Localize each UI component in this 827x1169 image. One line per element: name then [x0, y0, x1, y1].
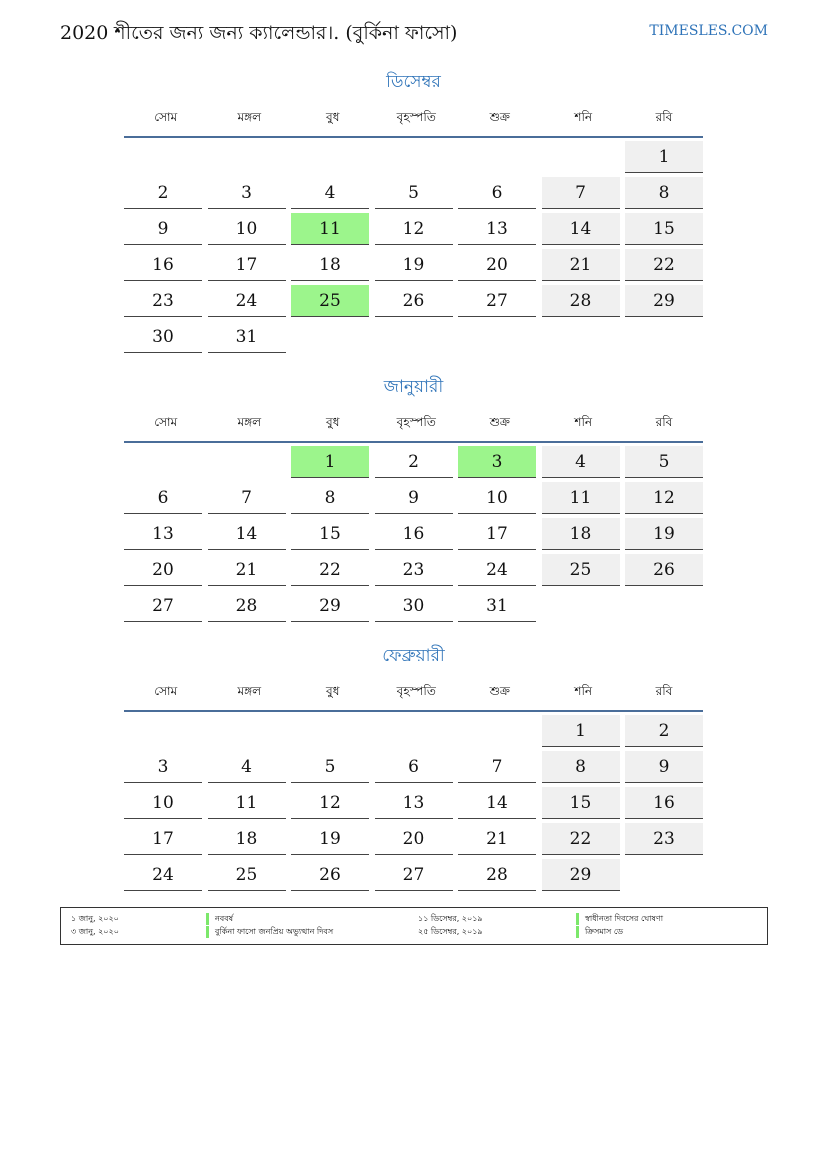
weekday-label: মঙ্গল — [237, 110, 262, 124]
legend-holiday-name: নববর্ষ — [206, 913, 233, 925]
day-cell[interactable]: 6 — [124, 482, 202, 514]
day-cell[interactable]: 24 — [208, 285, 286, 317]
day-cell[interactable]: 26 — [375, 285, 453, 317]
month-title: ডিসেম্বর — [386, 72, 441, 92]
weekday-label: রবি — [655, 415, 673, 429]
day-cell[interactable]: 3 — [124, 751, 202, 783]
day-cell[interactable]: 8 — [291, 482, 369, 514]
day-cell[interactable]: 22 — [542, 823, 620, 855]
legend-holiday-name: ক্রিসমাস ডে — [576, 926, 623, 938]
day-cell[interactable]: 24 — [458, 554, 536, 586]
day-cell[interactable]: 4 — [291, 177, 369, 209]
day-cell[interactable]: 14 — [542, 213, 620, 245]
day-cell[interactable]: 6 — [375, 751, 453, 783]
day-cell[interactable]: 7 — [458, 751, 536, 783]
weekday-label: মঙ্গল — [237, 415, 262, 429]
weekday-label: রবি — [655, 684, 673, 698]
day-cell[interactable]: 18 — [291, 249, 369, 281]
day-cell[interactable]: 14 — [208, 518, 286, 550]
day-cell[interactable]: 23 — [625, 823, 703, 855]
day-cell[interactable]: 1 — [542, 715, 620, 747]
day-cell[interactable]: 18 — [208, 823, 286, 855]
day-grid — [124, 446, 703, 626]
weekday-label: বুধ — [326, 110, 340, 124]
day-cell[interactable]: 5 — [291, 751, 369, 783]
day-cell[interactable]: 15 — [625, 213, 703, 245]
weekday-label: শুক্র — [489, 684, 510, 698]
day-cell[interactable]: 22 — [291, 554, 369, 586]
day-cell[interactable]: 21 — [208, 554, 286, 586]
day-cell[interactable]: 27 — [458, 285, 536, 317]
day-cell[interactable]: 2 — [375, 446, 453, 478]
site-link[interactable]: TIMESLES.COM — [649, 23, 768, 39]
day-cell[interactable]: 12 — [291, 787, 369, 819]
day-cell[interactable]: 9 — [625, 751, 703, 783]
day-cell[interactable]: 29 — [291, 590, 369, 622]
day-cell[interactable]: 28 — [458, 859, 536, 891]
weekday-label: বৃহস্পতি — [396, 415, 436, 429]
month-title: ফেব্রুয়ারী — [382, 646, 445, 666]
day-cell[interactable]: 20 — [375, 823, 453, 855]
weekday-label: শনি — [574, 110, 593, 124]
day-cell[interactable]: 31 — [208, 321, 286, 353]
day-cell[interactable]: 25 — [208, 859, 286, 891]
month-calendar — [124, 641, 703, 895]
day-cell[interactable]: 28 — [542, 285, 620, 317]
day-cell[interactable]: 24 — [124, 859, 202, 891]
day-cell[interactable]: 7 — [542, 177, 620, 209]
day-cell[interactable]: 10 — [124, 787, 202, 819]
day-cell[interactable]: 20 — [458, 249, 536, 281]
day-cell[interactable]: 1 — [625, 141, 703, 173]
day-cell[interactable]: 11 — [542, 482, 620, 514]
legend-date: ৩ জানু, ২০২০ — [71, 927, 119, 936]
month-calendar — [124, 372, 703, 626]
day-cell[interactable]: 29 — [625, 285, 703, 317]
weekday-header — [124, 100, 703, 138]
day-cell[interactable]: 1 — [291, 446, 369, 478]
day-cell[interactable]: 29 — [542, 859, 620, 891]
weekday-label: সোম — [154, 110, 178, 124]
day-cell[interactable]: 11 — [291, 213, 369, 245]
day-cell[interactable]: 26 — [625, 554, 703, 586]
day-cell[interactable]: 26 — [291, 859, 369, 891]
day-cell[interactable]: 14 — [458, 787, 536, 819]
day-cell[interactable]: 10 — [208, 213, 286, 245]
weekday-label: বুধ — [326, 415, 340, 429]
month-title: জানুয়ারী — [383, 377, 444, 397]
day-cell[interactable]: 13 — [124, 518, 202, 550]
day-cell[interactable]: 4 — [208, 751, 286, 783]
day-cell[interactable]: 2 — [625, 715, 703, 747]
legend-holiday-name: স্বাধীনতা দিবসের ঘোষণা — [576, 913, 663, 925]
weekday-header — [124, 674, 703, 712]
day-cell[interactable]: 19 — [625, 518, 703, 550]
day-cell[interactable]: 3 — [458, 446, 536, 478]
weekday-label: শনি — [574, 684, 593, 698]
weekday-label: বুধ — [326, 684, 340, 698]
day-cell[interactable]: 12 — [625, 482, 703, 514]
day-cell[interactable]: 28 — [208, 590, 286, 622]
day-cell[interactable]: 22 — [625, 249, 703, 281]
day-cell[interactable]: 17 — [124, 823, 202, 855]
day-cell[interactable]: 27 — [375, 859, 453, 891]
day-cell[interactable]: 25 — [542, 554, 620, 586]
weekday-label: শুক্র — [489, 415, 510, 429]
day-cell[interactable]: 16 — [625, 787, 703, 819]
weekday-label: মঙ্গল — [237, 684, 262, 698]
day-cell[interactable]: 9 — [375, 482, 453, 514]
day-cell[interactable]: 2 — [124, 177, 202, 209]
day-cell[interactable]: 7 — [208, 482, 286, 514]
day-cell[interactable]: 19 — [291, 823, 369, 855]
day-cell[interactable]: 8 — [542, 751, 620, 783]
day-grid — [124, 141, 703, 357]
day-cell[interactable]: 6 — [458, 177, 536, 209]
day-cell[interactable]: 25 — [291, 285, 369, 317]
day-cell[interactable]: 12 — [375, 213, 453, 245]
day-cell[interactable]: 10 — [458, 482, 536, 514]
day-cell[interactable]: 4 — [542, 446, 620, 478]
page-title: 2020 শীতের জন্য জন্য ক্যালেন্ডার।. (বুর্কিনা ফাসো) — [60, 22, 458, 44]
day-cell[interactable]: 16 — [124, 249, 202, 281]
day-cell[interactable]: 21 — [458, 823, 536, 855]
day-cell[interactable]: 27 — [124, 590, 202, 622]
legend-date: ২৫ ডিসেম্বর, ২০১৯ — [418, 927, 483, 936]
day-cell[interactable]: 11 — [208, 787, 286, 819]
day-cell[interactable]: 15 — [542, 787, 620, 819]
legend-date: ১ জানু, ২০২০ — [71, 914, 119, 923]
day-cell[interactable]: 13 — [375, 787, 453, 819]
weekday-label: সোম — [154, 684, 178, 698]
weekday-label: বৃহস্পতি — [396, 110, 436, 124]
day-cell[interactable]: 31 — [458, 590, 536, 622]
day-cell[interactable]: 3 — [208, 177, 286, 209]
day-cell[interactable]: 5 — [625, 446, 703, 478]
day-cell[interactable]: 30 — [375, 590, 453, 622]
day-cell[interactable]: 19 — [375, 249, 453, 281]
day-cell[interactable]: 5 — [375, 177, 453, 209]
legend-date: ১১ ডিসেম্বর, ২০১৯ — [418, 914, 483, 923]
day-cell[interactable]: 9 — [124, 213, 202, 245]
weekday-label: শুক্র — [489, 110, 510, 124]
weekday-label: বৃহস্পতি — [396, 684, 436, 698]
holiday-legend — [60, 907, 768, 945]
day-cell[interactable]: 18 — [542, 518, 620, 550]
legend-holiday-name: বুর্কিনা ফাসো জনপ্রিয় অভ্যুত্থান দিবস — [206, 926, 333, 938]
weekday-header — [124, 405, 703, 443]
day-cell[interactable]: 23 — [375, 554, 453, 586]
day-grid — [124, 715, 703, 895]
day-cell[interactable]: 21 — [542, 249, 620, 281]
day-cell[interactable]: 8 — [625, 177, 703, 209]
weekday-label: রবি — [655, 110, 673, 124]
weekday-label: শনি — [574, 415, 593, 429]
day-cell[interactable]: 16 — [375, 518, 453, 550]
month-calendar — [124, 67, 703, 357]
day-cell[interactable]: 15 — [291, 518, 369, 550]
day-cell[interactable]: 13 — [458, 213, 536, 245]
day-cell[interactable]: 23 — [124, 285, 202, 317]
day-cell[interactable]: 30 — [124, 321, 202, 353]
weekday-label: সোম — [154, 415, 178, 429]
day-cell[interactable]: 17 — [458, 518, 536, 550]
day-cell[interactable]: 17 — [208, 249, 286, 281]
day-cell[interactable]: 20 — [124, 554, 202, 586]
